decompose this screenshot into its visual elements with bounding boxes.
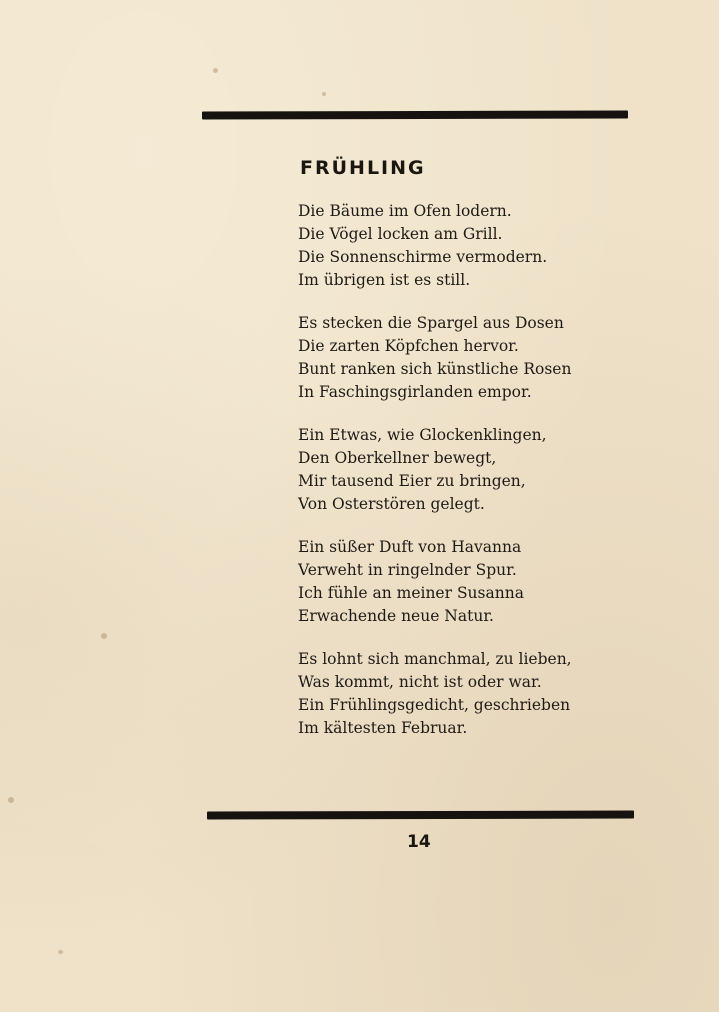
poem-line: Ein Frühlingsgedicht, geschrieben xyxy=(298,696,571,714)
poem-line: Erwachende neue Natur. xyxy=(298,607,494,625)
stanza-1 xyxy=(298,200,598,292)
poem-line: Es lohnt sich manchmal, zu lieben, xyxy=(298,650,572,668)
bottom-rule xyxy=(207,811,634,820)
paper-spot xyxy=(58,950,63,954)
poem-title: FRÜHLING xyxy=(300,157,426,179)
poem-line: Was kommt, nicht ist oder war. xyxy=(298,673,542,691)
poem-line: Im kältesten Februar. xyxy=(298,719,468,737)
poem-line: Den Oberkellner bewegt, xyxy=(298,449,497,467)
poem-line: Im übrigen ist es still. xyxy=(298,271,471,289)
paper-spot xyxy=(322,92,326,96)
stanza-5 xyxy=(298,648,598,740)
stanza-3 xyxy=(298,424,598,516)
poem-line: Die Vögel locken am Grill. xyxy=(298,225,503,243)
poem-line: Ein Etwas, wie Glockenklingen, xyxy=(298,426,547,444)
poem-line: Ein süßer Duft von Havanna xyxy=(298,538,522,556)
poem-line: In Faschingsgirlanden empor. xyxy=(298,383,532,401)
poem-line: Die Sonnenschirme vermodern. xyxy=(298,248,548,266)
paper-spot xyxy=(101,633,107,639)
stanza-2 xyxy=(298,312,598,404)
poem-line: Ich fühle an meiner Susanna xyxy=(298,584,524,602)
poem-line: Von Osterstören gelegt. xyxy=(298,495,485,513)
poem-body xyxy=(298,200,598,760)
poem-line: Verweht in ringelnder Spur. xyxy=(298,561,517,579)
paper-spot xyxy=(8,797,14,803)
stanza-4 xyxy=(298,536,598,628)
page-number: 14 xyxy=(407,832,431,852)
poem-line: Die zarten Köpfchen hervor. xyxy=(298,337,519,355)
poem-line: Bunt ranken sich künstliche Rosen xyxy=(298,360,572,378)
poem-line: Es stecken die Spargel aus Dosen xyxy=(298,314,564,332)
poem-line: Die Bäume im Ofen lodern. xyxy=(298,202,512,220)
top-rule xyxy=(202,110,628,119)
poem-line: Mir tausend Eier zu bringen, xyxy=(298,472,526,490)
paper-spot xyxy=(213,68,218,73)
